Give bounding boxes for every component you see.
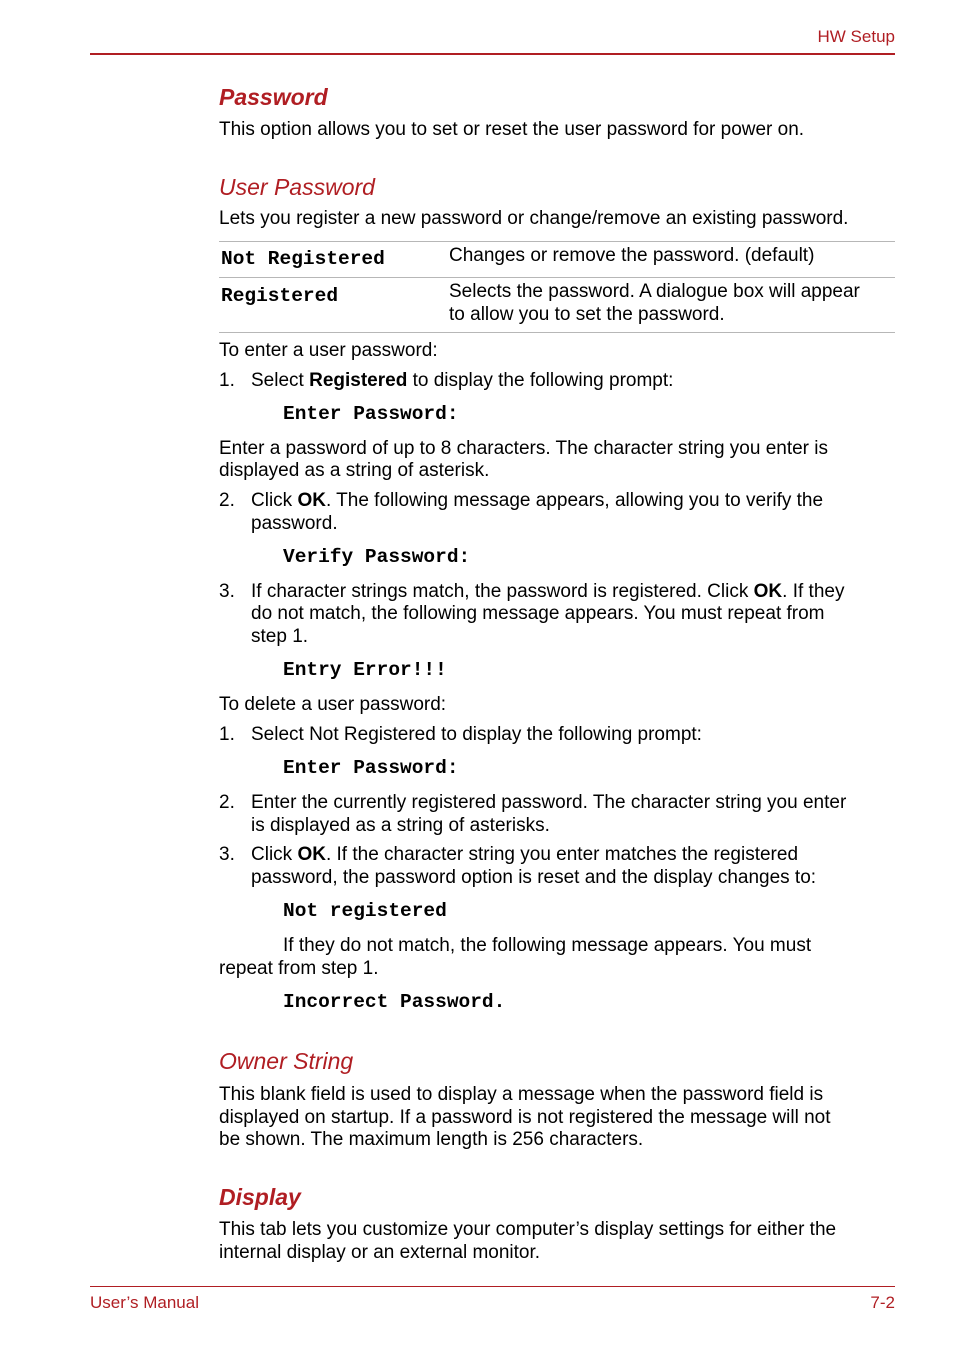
enter-step-2-line2: password. <box>251 513 338 534</box>
password-intro: This option allows you to set or reset the user password for power on. <box>219 119 805 140</box>
delete-step-2-line2: is displayed as a string of asterisks. <box>251 815 550 836</box>
table-rule-mid <box>219 277 895 278</box>
footer-manual-title: User’s Manual <box>90 1293 199 1312</box>
list-number: 1. <box>219 370 235 391</box>
display-line1: This tab lets you customize your computer’s display settings for either the <box>219 1219 837 1240</box>
delete-step-1: Select Not Registered to display the following prompt: <box>251 724 702 745</box>
list-number: 1. <box>219 724 235 745</box>
user-password-intro: Lets you register a new password or change/remove an existing password. <box>219 208 849 229</box>
enter-step-3-line3: step 1. <box>251 626 309 647</box>
enter-step-1: Select Registered to display the following prompt: <box>251 370 674 391</box>
list-number: 2. <box>219 792 235 813</box>
running-header: HW Setup <box>817 27 895 46</box>
prompt-entry-error: Entry Error!!! <box>283 659 447 681</box>
prompt-not-registered: Not registered <box>283 900 447 922</box>
prompt-verify-password: Verify Password: <box>283 546 471 568</box>
delete-step-3: Click OK. If the character string you enter matches the registered <box>251 844 799 865</box>
list-number: 2. <box>219 490 235 511</box>
delete-para-line1: If they do not match, the following message appears. You must <box>283 935 812 956</box>
enter-step-3: If character strings match, the password is registered. Click OK. If they <box>251 581 845 602</box>
table-option-registered: Registered <box>221 285 339 307</box>
delete-step-3-line2: password, the password option is reset and the display changes to: <box>251 867 817 888</box>
table-rule-bottom <box>219 332 895 333</box>
owner-string-line2: displayed on startup. If a password is not registered the message will not <box>219 1107 831 1128</box>
footer-rule <box>90 1286 895 1287</box>
section-title-password: Password <box>219 84 328 110</box>
section-title-owner-string: Owner String <box>219 1048 354 1074</box>
enter-step-2: Click OK. The following message appears, allowing you to verify the <box>251 490 824 511</box>
delete-para-line2: repeat from step 1. <box>219 958 379 979</box>
table-desc-not-registered: Changes or remove the password. (default) <box>449 245 815 266</box>
enter-para-line2: displayed as a string of asterisk. <box>219 460 490 481</box>
delete-step-2: Enter the currently registered password. The character string you enter <box>251 792 847 813</box>
table-desc-registered-line1: Selects the password. A dialogue box will appear <box>449 281 860 302</box>
prompt-enter-password: Enter Password: <box>283 403 459 425</box>
owner-string-line1: This blank field is used to display a message when the password field is <box>219 1084 824 1105</box>
table-rule-top <box>219 241 895 242</box>
list-number: 3. <box>219 581 235 602</box>
table-option-not-registered: Not Registered <box>221 248 385 270</box>
owner-string-line3: be shown. The maximum length is 256 characters. <box>219 1129 644 1150</box>
table-desc-registered-line2: to allow you to set the password. <box>449 304 725 325</box>
section-title-display: Display <box>219 1184 301 1210</box>
prompt-enter-password-delete: Enter Password: <box>283 757 459 779</box>
footer-page-number: 7-2 <box>870 1293 895 1312</box>
delete-intro: To delete a user password: <box>219 694 447 715</box>
prompt-incorrect-password: Incorrect Password. <box>283 991 506 1013</box>
enter-para-line1: Enter a password of up to 8 characters. The character string you enter is <box>219 438 829 459</box>
enter-intro: To enter a user password: <box>219 340 438 361</box>
list-number: 3. <box>219 844 235 865</box>
header-rule <box>90 53 895 55</box>
enter-step-3-line2: do not match, the following message appears. You must repeat from <box>251 603 825 624</box>
display-line2: internal display or an external monitor. <box>219 1242 541 1263</box>
section-title-user-password: User Password <box>219 174 375 200</box>
